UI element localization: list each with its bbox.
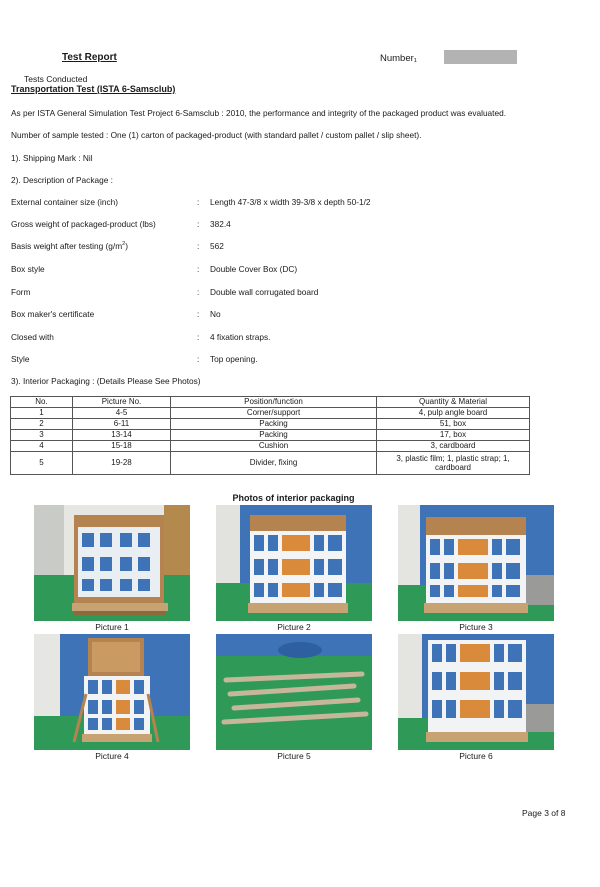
table-row [11, 441, 530, 452]
spec-label-text: Basis weight after testing (g/m [11, 241, 123, 251]
open-cover-photo [34, 634, 190, 750]
spec-colon: : [197, 264, 200, 274]
section-title: Transportation Test (ISTA 6-Samsclub) [11, 84, 176, 94]
table-cell: 19-28 [73, 452, 171, 475]
table-cell: 3, cardboard [377, 441, 530, 452]
angle-boards-photo [216, 634, 372, 750]
spec-row [11, 332, 571, 344]
spec-label-tail: ) [125, 241, 128, 251]
table-cell: Cushion [171, 441, 377, 452]
spec-label: Box maker's certificate [11, 309, 95, 319]
tests-conducted-label: Tests Conducted [24, 74, 88, 84]
report-number-redaction [444, 50, 517, 64]
description-heading: 2). Description of Package : [11, 175, 113, 185]
spec-colon: : [197, 332, 200, 342]
report-number-label: Number₁ [380, 53, 417, 64]
table-cell: 5 [11, 452, 73, 475]
table-row [11, 408, 530, 419]
spec-row [11, 287, 571, 299]
photo-caption: Picture 3 [459, 622, 493, 632]
spec-colon: : [197, 354, 200, 364]
spec-value: Double wall corrugated board [210, 287, 319, 297]
table-row [11, 419, 530, 430]
spec-value: No [210, 309, 221, 319]
pallet-side-photo [398, 505, 554, 621]
table-cell: Divider, fixing [171, 452, 377, 475]
spec-value: 562 [210, 241, 224, 251]
report-title: Test Report [62, 52, 117, 63]
header-cell-no: No. [11, 397, 73, 408]
shipping-mark: 1). Shipping Mark : Nil [11, 153, 93, 163]
spec-label-superscript: 2 [122, 241, 126, 248]
table-cell: 1 [11, 408, 73, 419]
interior-heading: 3). Interior Packaging : (Details Please See Photos) [11, 376, 201, 386]
photo-caption: Picture 1 [95, 622, 129, 632]
spec-colon: : [197, 197, 200, 207]
photo-caption: Picture 4 [95, 751, 129, 761]
table-header-row [11, 397, 530, 408]
header-cell-position: Position/function [171, 397, 377, 408]
table-cell: 3, plastic film; 1, plastic strap; 1, cardboard [377, 452, 530, 475]
spec-colon: : [197, 241, 200, 251]
sample-text: Number of sample tested : One (1) carton of packaged-product (with standard pallet / custom pallet / slip sheet). [11, 130, 422, 140]
spec-label: Closed with [11, 332, 54, 342]
header-cell-picture: Picture No. [73, 397, 171, 408]
spec-row [11, 219, 571, 231]
spec-label: External container size (inch) [11, 197, 118, 207]
spec-colon: : [197, 309, 200, 319]
photo-caption: Picture 5 [277, 751, 311, 761]
table-cell: 4-5 [73, 408, 171, 419]
page-number: Page 3 of 8 [522, 808, 566, 818]
table-cell: Corner/support [171, 408, 377, 419]
table-cell: 4 [11, 441, 73, 452]
intro-text: As per ISTA General Simulation Test Project 6-Samsclub : 2010, the performance and integrity of the packaged product was evaluated. [11, 108, 507, 118]
photo-caption: Picture 2 [277, 622, 311, 632]
table-cell: 3 [11, 430, 73, 441]
spec-value: Double Cover Box (DC) [210, 264, 298, 274]
spec-value: 382.4 [210, 219, 231, 229]
table-cell: 2 [11, 419, 73, 430]
table-row [11, 430, 530, 441]
table-cell: Packing [171, 430, 377, 441]
spec-colon: : [197, 219, 200, 229]
spec-row [11, 354, 571, 366]
spec-label: Box style [11, 264, 45, 274]
header-cell-quantity: Quantity & Material [377, 397, 530, 408]
pallet-front-photo [216, 505, 372, 621]
table-cell: 13-14 [73, 430, 171, 441]
spec-value: 4 fixation straps. [210, 332, 271, 342]
table-cell: Packing [171, 419, 377, 430]
table-cell: 51, box [377, 419, 530, 430]
spec-row [11, 309, 571, 321]
spec-value: Top opening. [210, 354, 258, 364]
spec-colon: : [197, 287, 200, 297]
spec-label [11, 241, 128, 251]
photo-caption: Picture 6 [459, 751, 493, 761]
spec-label: Form [11, 287, 31, 297]
spec-value: Length 47-3/8 x width 39-3/8 x depth 50-1/2 [210, 197, 371, 207]
interior-packaging-table [10, 396, 530, 475]
spec-row [11, 264, 571, 276]
spec-row [11, 241, 571, 253]
stacked-boxes-photo [398, 634, 554, 750]
spec-label: Style [11, 354, 30, 364]
photos-title: Photos of interior packaging [232, 493, 355, 503]
spec-label: Gross weight of packaged-product (lbs) [11, 219, 156, 229]
table-cell: 6-11 [73, 419, 171, 430]
table-cell: 17, box [377, 430, 530, 441]
table-cell: 4, pulp angle board [377, 408, 530, 419]
pallet-wrapped-photo [34, 505, 190, 621]
table-cell: 15-18 [73, 441, 171, 452]
table-row [11, 452, 530, 475]
spec-row [11, 197, 571, 209]
